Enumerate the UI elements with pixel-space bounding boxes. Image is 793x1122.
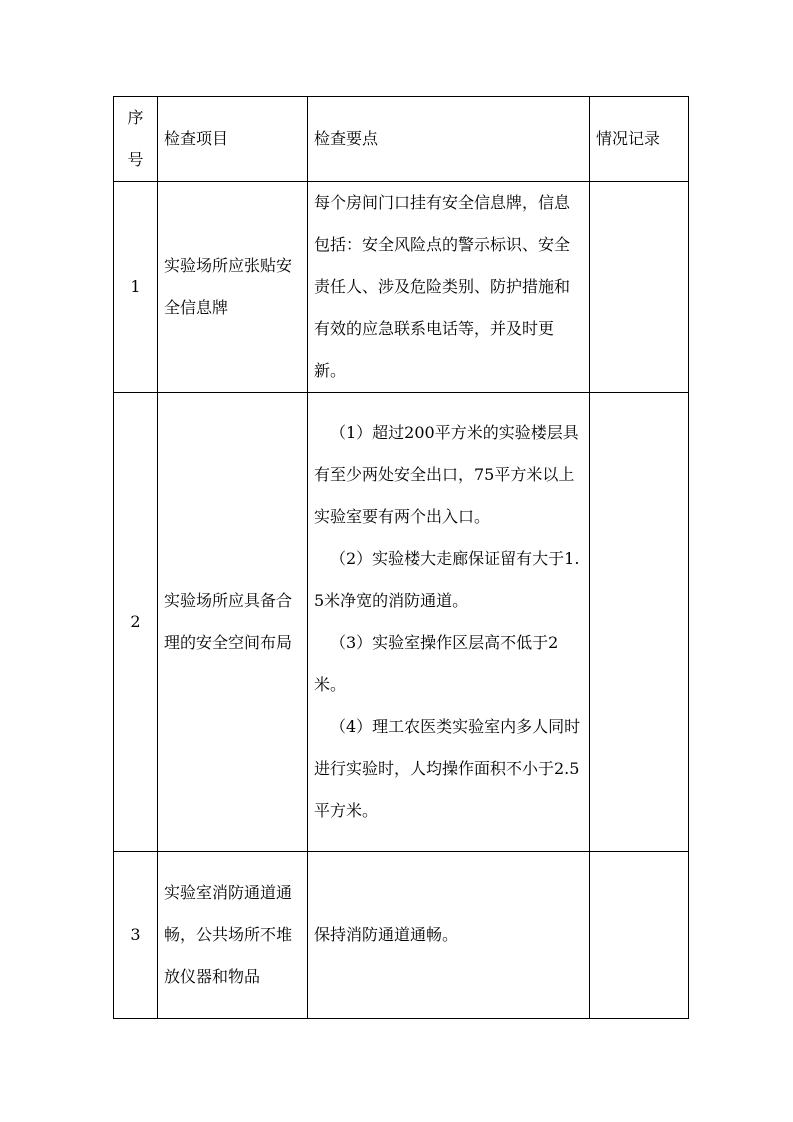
inspection-table: [113, 96, 689, 1019]
row-record[interactable]: [590, 393, 689, 852]
point-text: 每个房间门口挂有安全信息牌，信息包括：安全风险点的警示标识、安全责任人、涉及危险类别、防护措施和有效的应急联系电话等，并及时更新。: [314, 193, 571, 380]
header-points: 检查要点: [308, 97, 590, 182]
row-item: 实验场所应张贴安全信息牌: [158, 182, 308, 393]
point-text: （4）理工农医类实验室内多人同时进行实验时，人均操作面积不小于2.5平方米。: [314, 717, 581, 820]
header-record: 情况记录: [590, 97, 689, 182]
table-header-row: [114, 97, 689, 182]
header-item: 检查项目: [158, 97, 308, 182]
row-record[interactable]: [590, 852, 689, 1019]
table-row: [114, 182, 689, 393]
point-text: （1）超过200平方米的实验楼层具有至少两处安全出口，75平方米以上实验室要有两个出入口。: [314, 423, 579, 526]
row-record[interactable]: [590, 182, 689, 393]
row-points: [308, 393, 590, 852]
point-text: 保持消防通道通畅。: [314, 925, 459, 944]
row-item: 实验场所应具备合理的安全空间布局: [158, 393, 308, 852]
table-row: [114, 852, 689, 1019]
header-no-line1: 序: [127, 108, 144, 127]
row-item: 实验室消防通道通畅，公共场所不堆放仪器和物品: [158, 852, 308, 1019]
point-text: （2）实验楼大走廊保证留有大于1.5米净宽的消防通道。: [314, 549, 580, 610]
point-text: （3）实验室操作区层高不低于2米。: [314, 633, 559, 694]
row-number: 2: [114, 393, 158, 852]
row-number: 3: [114, 852, 158, 1019]
header-no: [114, 97, 158, 182]
table-row: [114, 393, 689, 852]
row-number: 1: [114, 182, 158, 393]
row-points: [308, 852, 590, 1019]
row-points: [308, 182, 590, 393]
header-no-line2: 号: [127, 150, 144, 169]
